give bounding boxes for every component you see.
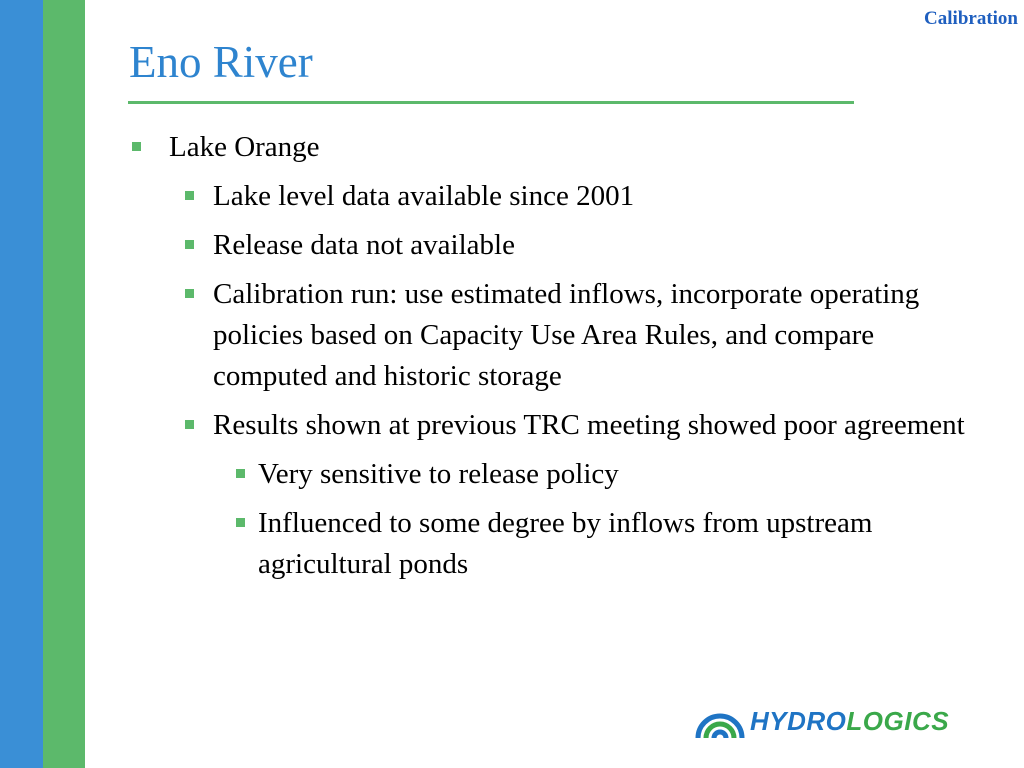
bullet-item-level2 bbox=[128, 225, 988, 266]
square-bullet-icon bbox=[236, 518, 245, 527]
bullet-item-level3 bbox=[128, 503, 988, 585]
bullet-text: Very sensitive to release policy bbox=[258, 458, 619, 490]
square-bullet-icon bbox=[185, 240, 194, 249]
bullet-text: Lake Orange bbox=[169, 131, 320, 163]
slide-title: Eno River bbox=[129, 37, 313, 87]
bullet-text: Calibration run: use estimated inflows, incorporate operating policies based on Capacity Use Area Rules, and compare computed and historic storage bbox=[213, 278, 920, 392]
logo-wordmark-hydro: HYDRO bbox=[750, 706, 847, 736]
hydrologics-logo bbox=[694, 698, 974, 744]
square-bullet-icon bbox=[185, 289, 194, 298]
bullet-text: Influenced to some degree by inflows from upstream agricultural ponds bbox=[258, 507, 873, 580]
bullet-text: Release data not available bbox=[213, 229, 515, 261]
waves-icon bbox=[694, 698, 748, 742]
bullet-item-level2 bbox=[128, 274, 988, 397]
bullet-text: Results shown at previous TRC meeting showed poor agreement bbox=[213, 409, 965, 441]
square-bullet-icon bbox=[132, 142, 141, 151]
square-bullet-icon bbox=[236, 469, 245, 478]
bullet-item-level1 bbox=[128, 127, 988, 168]
square-bullet-icon bbox=[185, 420, 194, 429]
left-accent-bar-green bbox=[43, 0, 85, 768]
logo-wordmark-logics: LOGICS bbox=[846, 706, 950, 736]
section-label: Calibration bbox=[924, 8, 1018, 29]
bullet-item-level2 bbox=[128, 405, 988, 446]
logo-wordmark bbox=[750, 706, 949, 737]
square-bullet-icon bbox=[185, 191, 194, 200]
bullet-text: Lake level data available since 2001 bbox=[213, 180, 635, 212]
bullet-item-level3 bbox=[128, 454, 988, 495]
bullet-list bbox=[128, 127, 988, 593]
title-underline bbox=[128, 101, 854, 104]
bullet-item-level2 bbox=[128, 176, 988, 217]
left-accent-bar-blue bbox=[0, 0, 43, 768]
